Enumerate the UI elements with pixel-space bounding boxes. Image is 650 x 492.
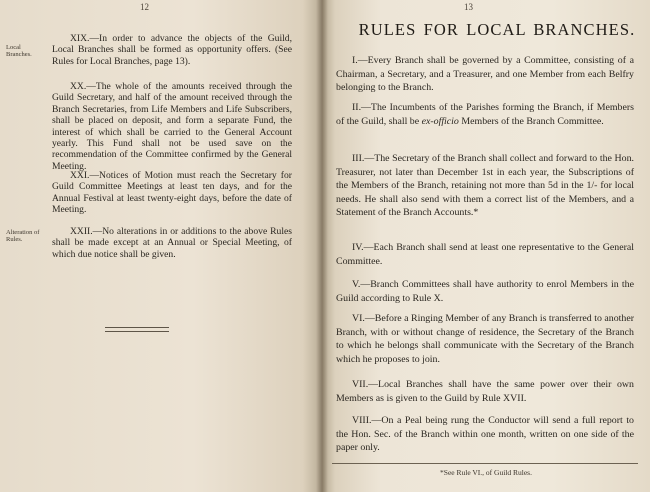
branch-rule-iv: IV.—Each Branch shall send at least one representative to the General Committee.: [336, 242, 634, 267]
branch-rule-viii: VIII.—On a Peal being rung the Conductor will send a full report to the Hon. Sec. of the Branch within one month, written on one side of the paper only.: [336, 415, 634, 454]
rule-xxii: XXII.—No alterations in or additions to the above Rules shall be made except at an Annual or Special Meeting, of which due notice shall be given.: [52, 226, 292, 260]
branch-rule-i: I.—Every Branch shall be governed by a Committee, consisting of a Chairman, a Secretary, and a Treasurer, and one Member from each Belfry belonging to the Branch.: [336, 55, 634, 94]
ornamental-rule-bottom: [105, 331, 169, 332]
branch-rule-ii-italic: ex-officio: [421, 115, 459, 127]
left-page: [0, 0, 322, 492]
page-number-left: 12: [140, 2, 149, 12]
margin-note-local-branches: Local Branches.: [6, 44, 32, 58]
branch-rule-v: V.—Branch Committees shall have authority to enrol Members in the Guild according to Rule X.: [336, 279, 634, 304]
rule-xx: XX.—The whole of the amounts received through the Guild Secretary, and half of the amount received through the Branch Secretaries, from Life Members and Life Subscribers, shall be placed on deposit, and form a separate Fund, the interest of which shall be carried to the General Account yearly. This Fund shall not be used save on the recommendation of the Committee confirmed by the General Meeting.: [52, 81, 292, 172]
right-page: [322, 0, 650, 492]
footnote: *See Rule VI., of Guild Rules.: [440, 468, 532, 477]
rule-xxi: XXI.—Notices of Motion must reach the Secretary for Guild Committee Meetings at least ten days, and for the Annual Festival at least twenty-eight days, before the date of Meeting.: [52, 170, 292, 216]
rule-xix: XIX.—In order to advance the objects of the Guild, Local Branches shall be formed as opportunity offers. (See Rules for Local Branches, page 13).: [52, 33, 292, 67]
branch-rule-ii-text-start: II.—The Incumbents of the Parishes forming the Branch, if Members of the Guild, shall be: [336, 102, 634, 127]
branch-rule-vii: VII.—Local Branches shall have the same power over their own Members as is given to the Guild by Rule XVII.: [336, 379, 634, 404]
footnote-rule: [332, 463, 638, 464]
branch-rule-vi: VI.—Before a Ringing Member of any Branch is transferred to another Branch, with or without change of residence, the Secretary of the Branch to which he belongs shall communicate with the Secretary of the Branch which he proposes to join.: [336, 313, 634, 365]
branch-rule-ii-text-end: Members of the Branch Committee.: [458, 115, 604, 127]
branch-rule-iii: III.—The Secretary of the Branch shall collect and forward to the Hon. Treasurer, not later than December 1st in each year, the Subscriptions of the Members of the Branch, retaining not more than 5d in the 1/- for local needs. He shall also send with them a correct list of the Members, and a Statement of the Branch Accounts.*: [336, 153, 634, 219]
margin-note-alteration-of-rules: Alteration of Rules.: [6, 229, 40, 243]
page-heading: RULES FOR LOCAL BRANCHES.: [358, 20, 636, 39]
ornamental-rule-top: [105, 327, 169, 328]
book-gutter: [316, 0, 328, 492]
page-number-right: 13: [464, 2, 473, 12]
branch-rule-ii: [336, 101, 634, 128]
